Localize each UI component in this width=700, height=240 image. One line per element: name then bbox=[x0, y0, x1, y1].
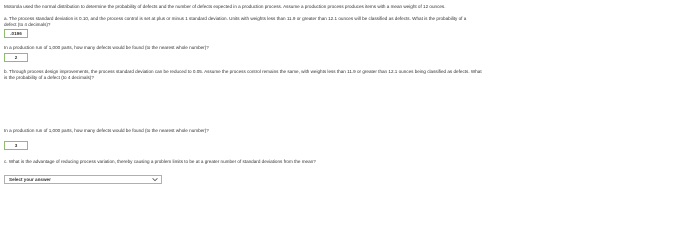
problem-intro: Motorola used the normal distribution to determine the probability of defects and the number of defects expected in a production process. Assume a production process produces items with a mean weight of 12 ounces. bbox=[4, 4, 446, 9]
part-c-question: c. What is the advantage of reducing process variation, thereby causing a problem limits to be at a greater number of standard deviations from the mean? bbox=[4, 159, 316, 164]
part-a-question-line1: a. The process standard deviation is 0.10, and the process control is set at plus or minus 1 standard deviation. Units with weights less than 11.9 or greater than 12.1 ounces will be classified as defects. What is the probability of a bbox=[4, 16, 467, 21]
chevron-down-icon bbox=[152, 177, 158, 182]
part-b-defects-answer[interactable]: 3 bbox=[4, 141, 28, 150]
part-a-probability-answer[interactable]: .0196 bbox=[4, 29, 28, 38]
part-a-defects-answer[interactable]: 2 bbox=[4, 53, 28, 62]
part-a-followup-question: In a production run of 1,000 parts, how many defects would be found (to the nearest whole number)? bbox=[4, 45, 209, 50]
part-b-followup-question: In a production run of 1,000 parts, how many defects would be found (to the nearest whole number)? bbox=[4, 128, 209, 133]
part-b-question-line2: is the probability of a defect (to 4 decimals)? bbox=[4, 75, 94, 80]
part-b-question-line1: b. Through process design improvements, the process standard deviation can be reduced to 0.05. Assume the process control remains the same, with weights less than 11.9 or greater than 12.1 ounces being classified as defects. What bbox=[4, 69, 482, 74]
part-c-dropdown-value: Select your answer bbox=[9, 177, 51, 182]
part-c-answer-dropdown[interactable] bbox=[4, 175, 162, 184]
part-a-question-line2: defect (to 4 decimals)? bbox=[4, 22, 51, 27]
